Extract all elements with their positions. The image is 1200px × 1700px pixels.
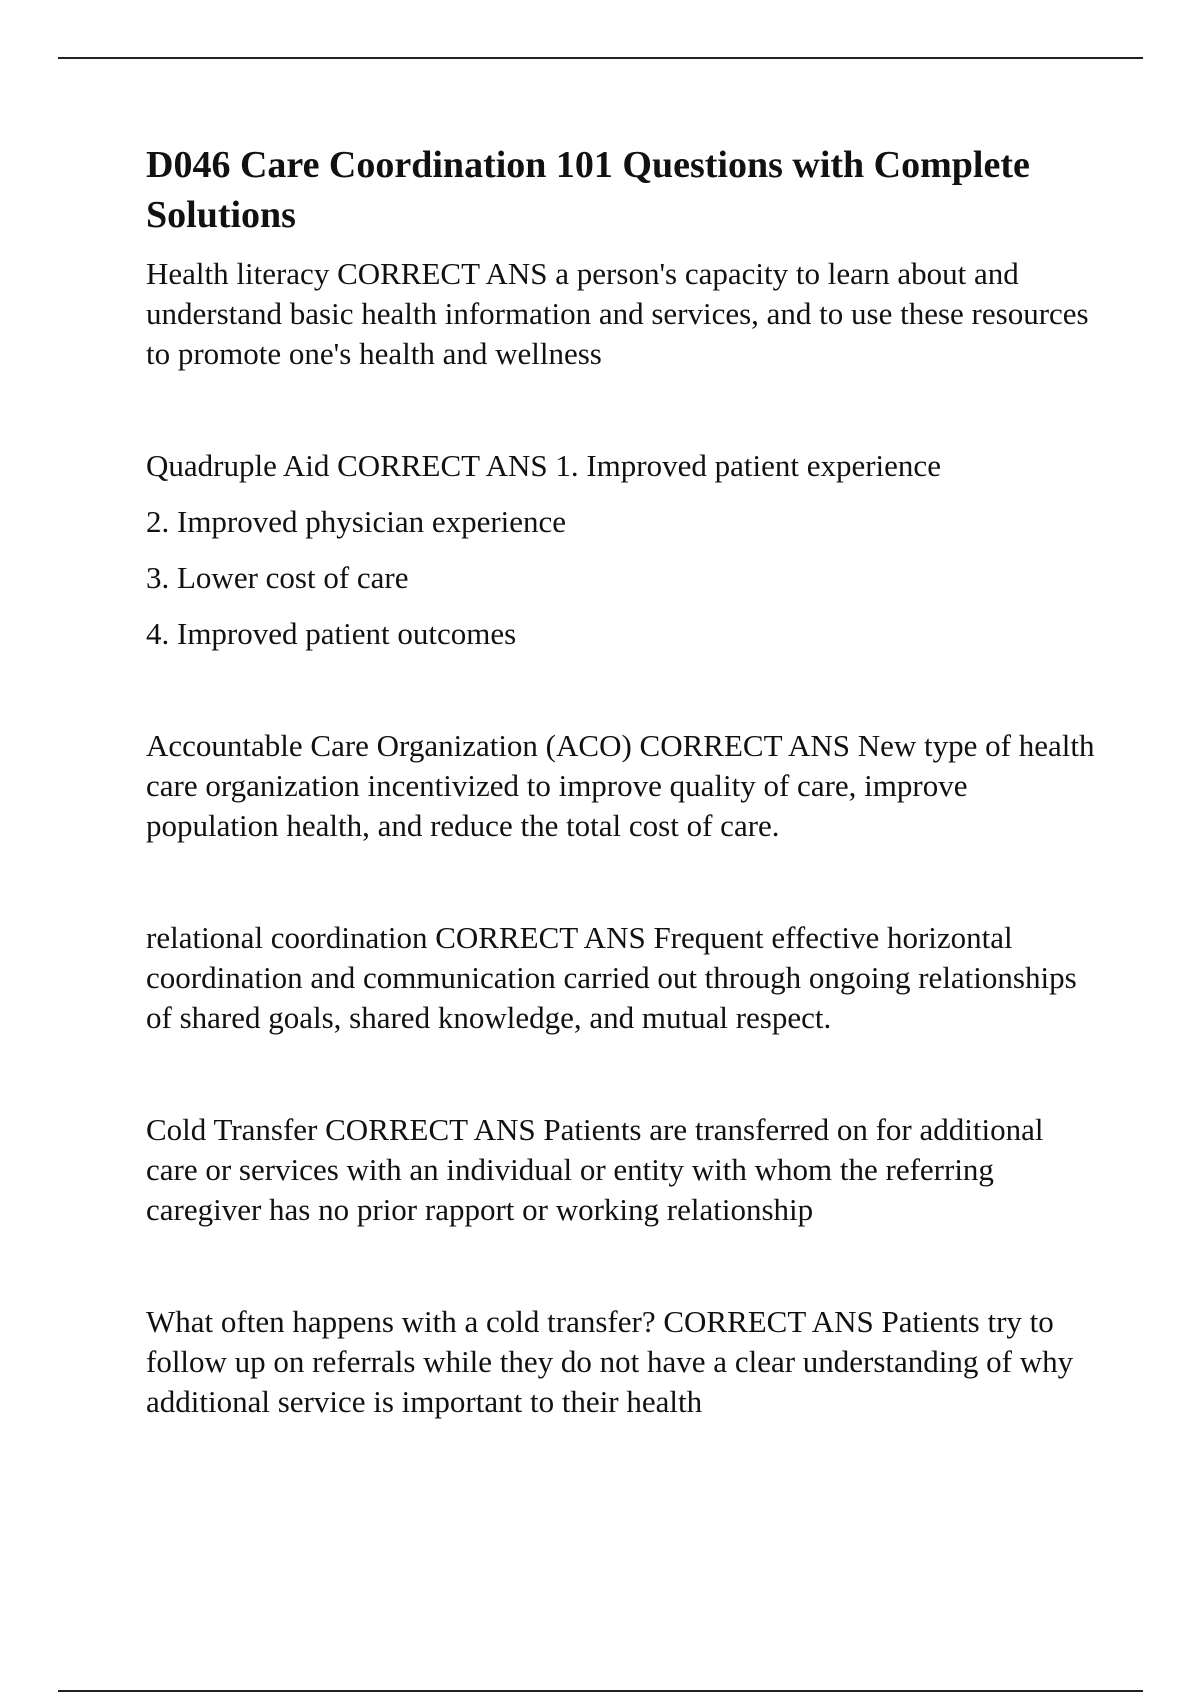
- top-divider: [58, 57, 1143, 59]
- document-title: D046 Care Coordination 101 Questions with Complete Solutions: [146, 144, 1030, 236]
- entry-health-literacy: Health literacy CORRECT ANS a person's capacity to learn about and understand basic health information and services, and to use these resources to promote one's health and wellness: [146, 256, 1089, 371]
- entry-cold-transfer: Cold Transfer CORRECT ANS Patients are transferred on for additional care or services with an individual or entity with whom the referring caregiver has no prior rapport or working relationship: [146, 1112, 1044, 1227]
- entry-relational-coordination: relational coordination CORRECT ANS Frequent effective horizontal coordination and communication carried out through ongoing relationships of shared goals, shared knowledge, and mutual respect.: [146, 920, 1077, 1035]
- entry-cold-transfer-question: What often happens with a cold transfer? CORRECT ANS Patients try to follow up on referrals while they do not have a clear understanding of why additional service is important to their health: [146, 1304, 1074, 1419]
- bottom-divider: [58, 1690, 1143, 1692]
- list-item: 4. Improved patient outcomes: [146, 616, 517, 651]
- list-item: 3. Lower cost of care: [146, 560, 409, 595]
- document-body: [146, 140, 1101, 1422]
- entry-quadruple-aid: Quadruple Aid CORRECT ANS 1. Improved patient experience: [146, 448, 941, 483]
- list-item: 2. Improved physician experience: [146, 504, 567, 539]
- entry-aco: Accountable Care Organization (ACO) CORRECT ANS New type of health care organization incentivized to improve quality of care, improve population health, and reduce the total cost of care.: [146, 728, 1095, 843]
